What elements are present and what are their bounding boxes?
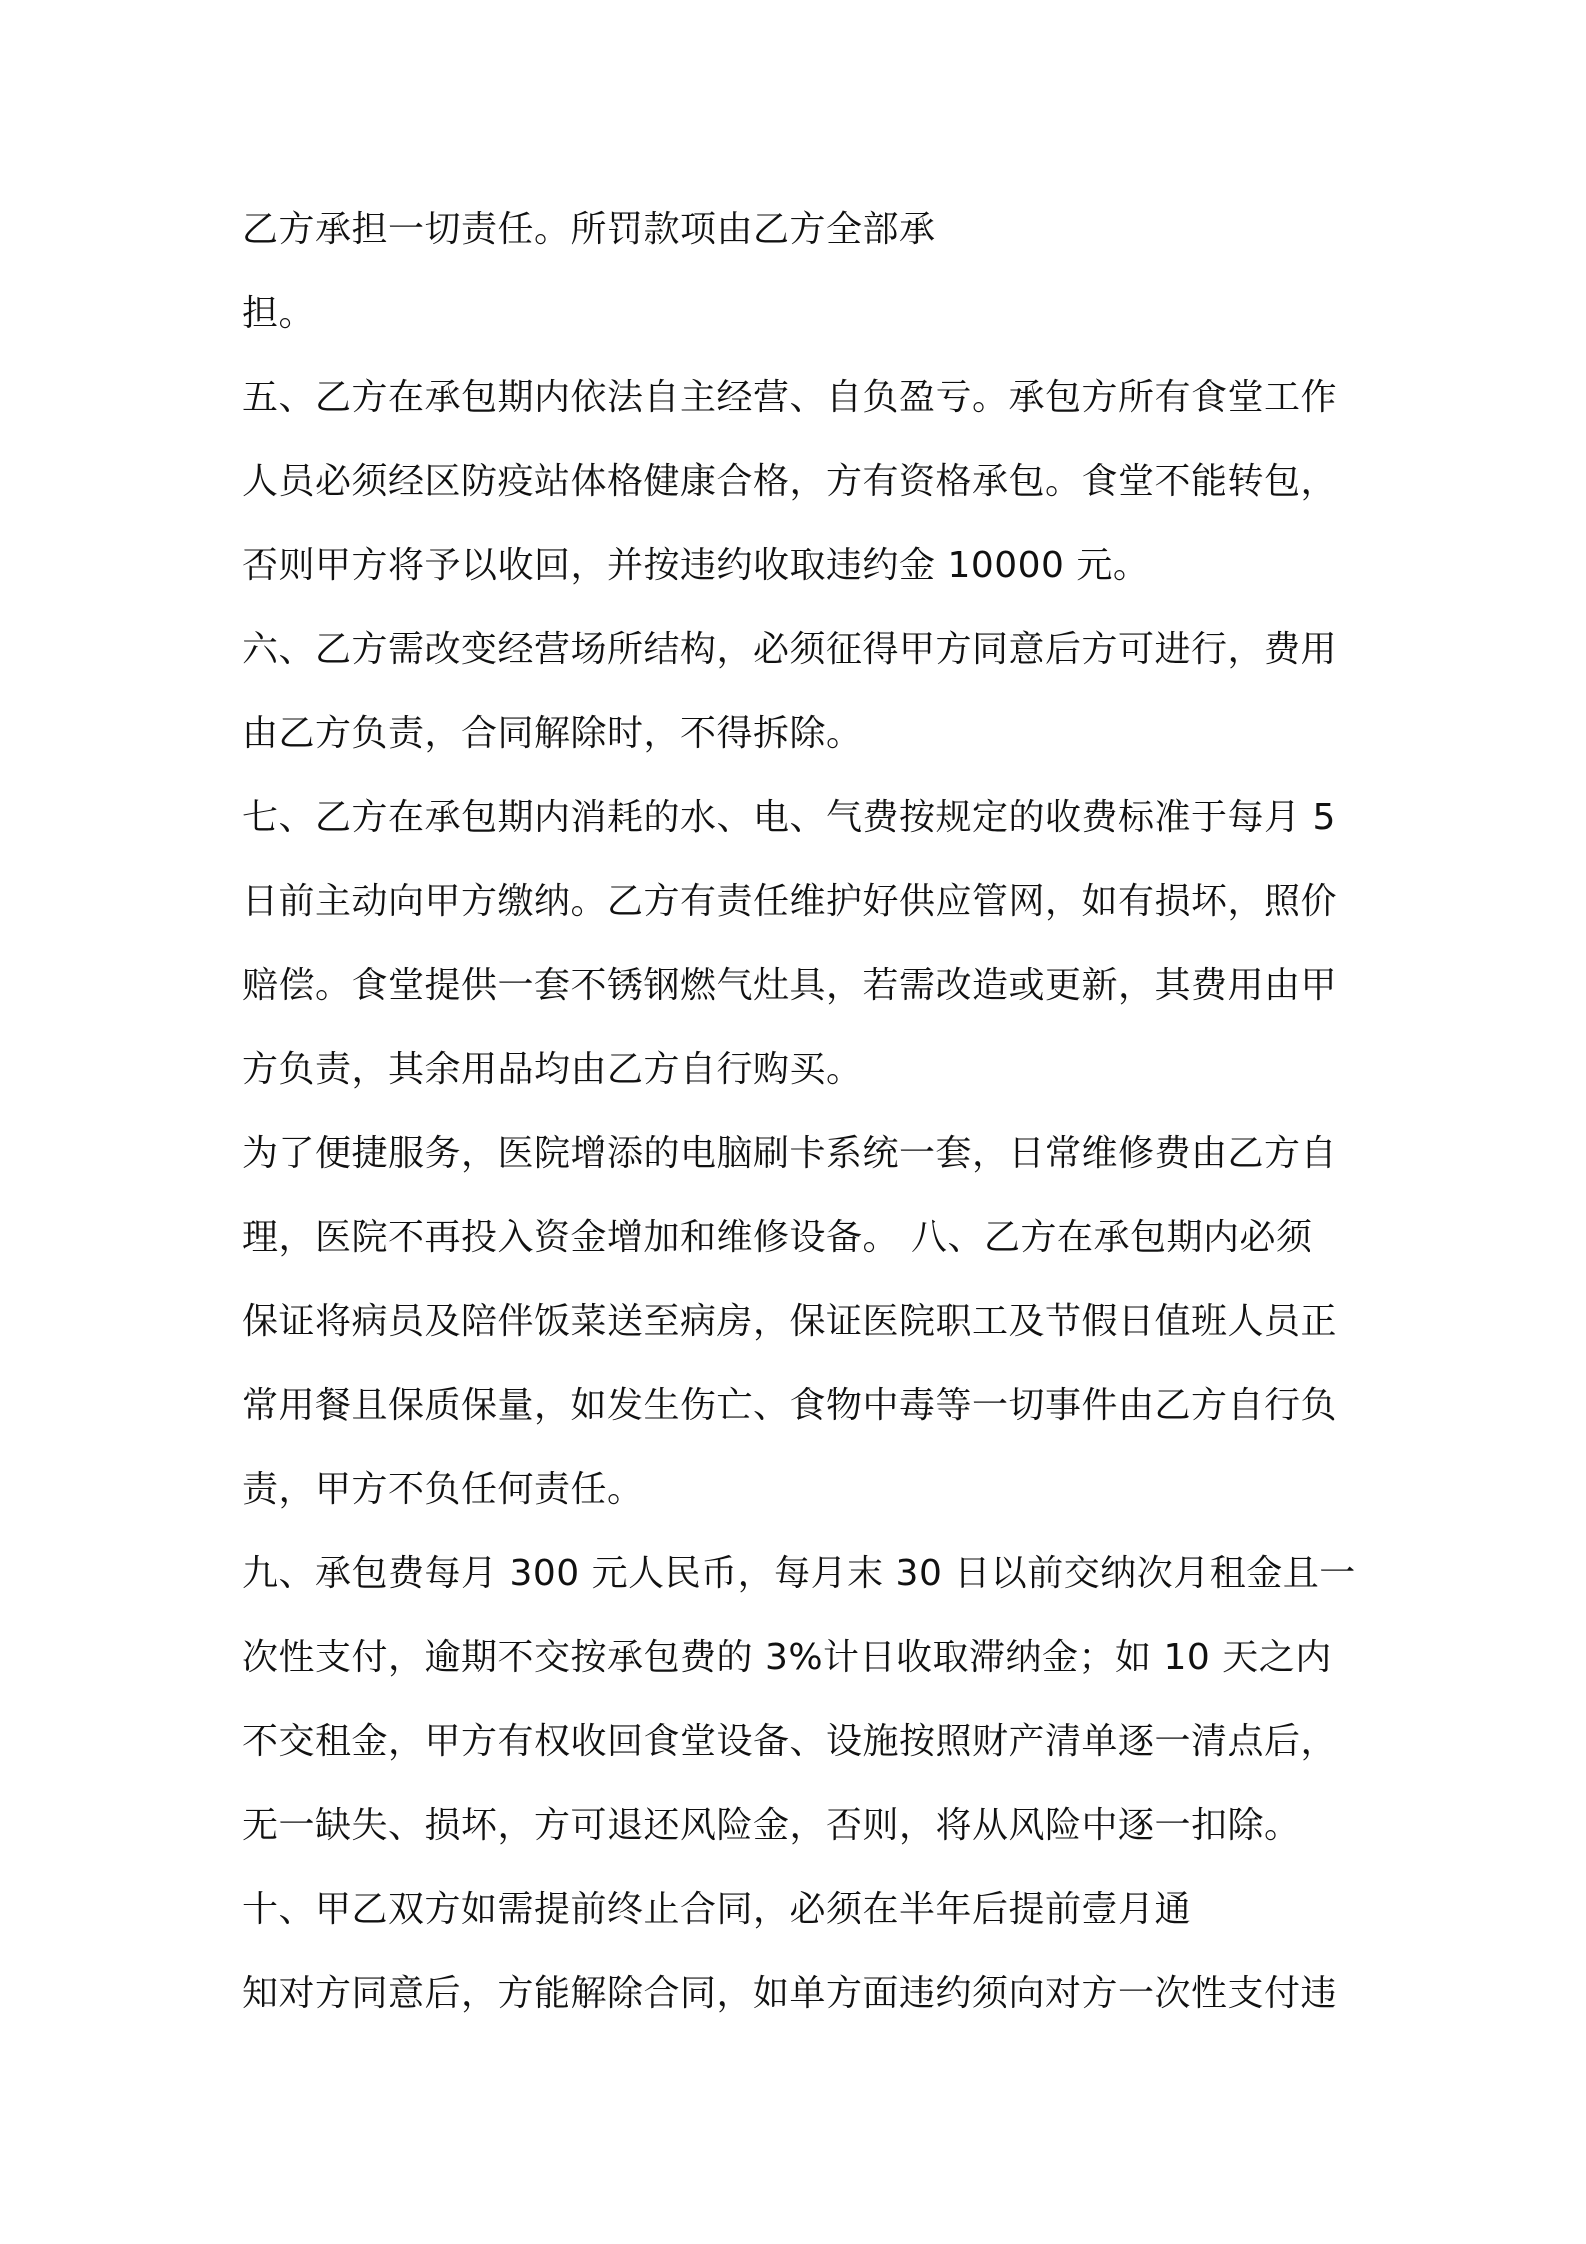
text-line: 常用餐且保质保量，如发生伤亡、食物中毒等一切事件由乙方自行负 [242,1385,1338,1426]
text-line: 九、承包费每月 300 元人民币，每月末 30 日以前交纳次月租金且一 [242,1553,1356,1594]
text-line: 责，甲方不负任何责任。 [242,1469,644,1510]
text-line: 赔偿。食堂提供一套不锈钢燃气灶具，若需改造或更新，其费用由甲 [242,965,1338,1006]
text-line: 知对方同意后，方能解除合同，如单方面违约须向对方一次性支付违 [242,1973,1338,2014]
text-line: 五、乙方在承包期内依法自主经营、自负盈亏。承包方所有食堂工作 [242,377,1338,418]
text-line: 次性支付，逾期不交按承包费的 3%计日收取滞纳金；如 10 天之内 [242,1637,1332,1678]
text-line: 六、乙方需改变经营场所结构，必须征得甲方同意后方可进行，费用 [242,629,1338,670]
text-line: 人员必须经区防疫站体格健康合格，方有资格承包。食堂不能转包， [242,461,1338,502]
text-line: 担。 [242,293,316,334]
text-line: 为了便捷服务，医院增添的电脑刷卡系统一套，日常维修费由乙方自 [242,1133,1338,1174]
text-line: 理，医院不再投入资金增加和维修设备。 八、乙方在承包期内必须 [242,1217,1313,1258]
text-line: 日前主动向甲方缴纳。乙方有责任维护好供应管网，如有损坏，照价 [242,881,1338,922]
text-line: 不交租金，甲方有权收回食堂设备、设施按照财产清单逐一清点后， [242,1721,1338,1762]
text-line: 七、乙方在承包期内消耗的水、电、气费按规定的收费标准于每月 5 [242,797,1336,838]
text-line: 否则甲方将予以收回，并按违约收取违约金 10000 元。 [242,545,1150,586]
text-line: 乙方承担一切责任。所罚款项由乙方全部承 [242,209,936,250]
text-line: 方负责，其余用品均由乙方自行购买。 [242,1049,863,1090]
text-line: 保证将病员及陪伴饭菜送至病房，保证医院职工及节假日值班人员正 [242,1301,1338,1342]
text-line: 无一缺失、损坏，方可退还风险金，否则，将从风险中逐一扣除。 [242,1805,1301,1846]
text-line: 由乙方负责，合同解除时，不得拆除。 [242,713,863,754]
text-line: 十、甲乙双方如需提前终止合同，必须在半年后提前壹月通 [242,1889,1192,1930]
